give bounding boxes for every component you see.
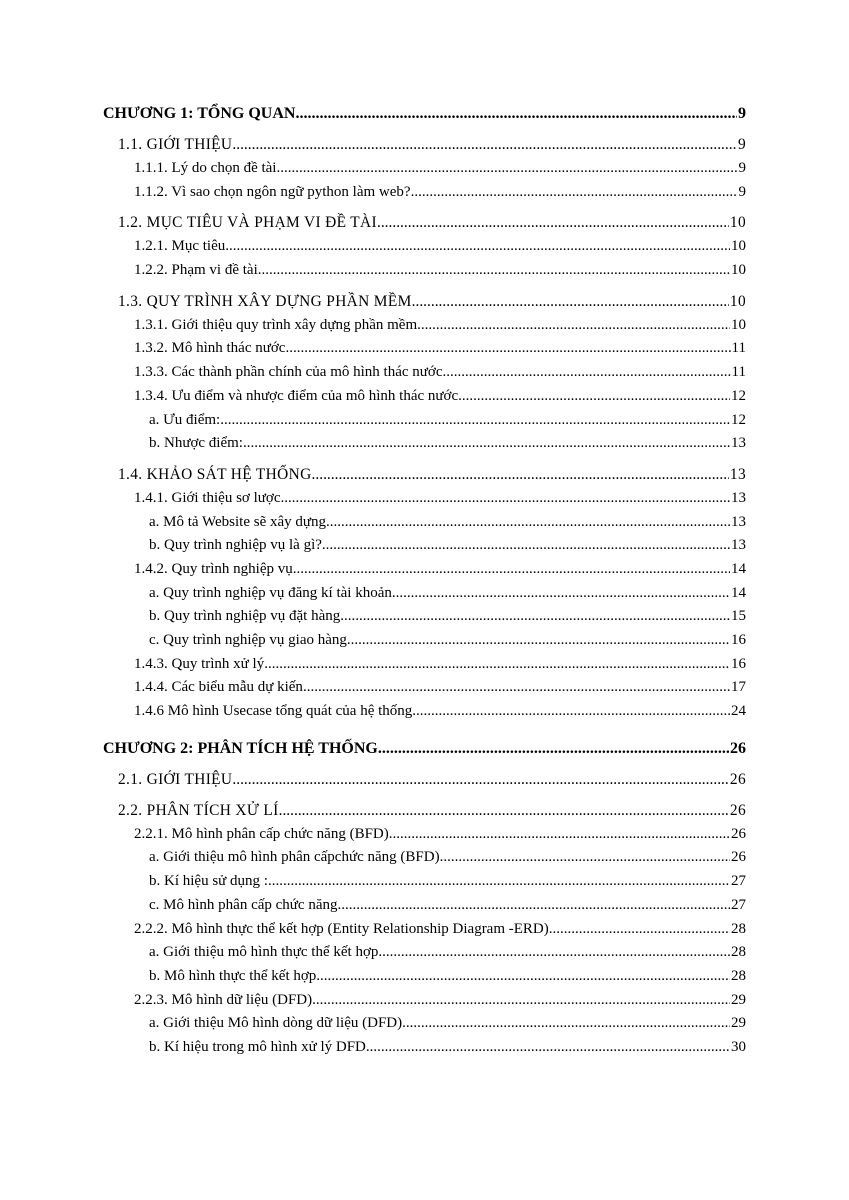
- toc-chapter-entry[interactable]: [103, 737, 746, 761]
- toc-entry[interactable]: [103, 511, 746, 535]
- toc-spacer: [103, 126, 746, 133]
- toc-entry[interactable]: [103, 211, 746, 235]
- toc-entry-title: 1.4.3. Quy trình xử lý: [134, 655, 265, 672]
- toc-entry-title: 1.2.1. Mục tiêu: [134, 238, 226, 255]
- toc-entry[interactable]: [103, 846, 746, 870]
- toc-entry-title: 1.1.1. Lý do chọn đề tài: [134, 160, 277, 176]
- toc-leader-dots: [225, 235, 730, 259]
- toc-page-number: 9: [738, 105, 746, 122]
- toc-page-number: 28: [731, 920, 746, 937]
- toc-spacer: [103, 456, 746, 463]
- toc-entry-title: 1.3.3. Các thành phần chính của mô hình thác nước: [134, 364, 443, 381]
- toc-entry-title: 1.2.2. Phạm vi đề tài: [134, 262, 258, 279]
- toc-entry[interactable]: [103, 629, 746, 653]
- toc-leader-dots: [232, 768, 729, 792]
- toc-page-number: 29: [731, 1015, 746, 1032]
- toc-page-number: 29: [731, 991, 746, 1008]
- toc-entry-title: b. Mô hình thực thể kết hợp: [149, 967, 317, 984]
- toc-entry[interactable]: [103, 870, 746, 894]
- toc-leader-dots: [402, 1012, 730, 1036]
- toc-entry-title: b. Kí hiệu sử dụng :: [149, 873, 268, 890]
- toc-leader-dots: [258, 259, 730, 283]
- toc-spacer: [103, 761, 746, 768]
- toc-page-number: 11: [731, 364, 746, 381]
- toc-leader-dots: [392, 582, 730, 606]
- toc-page-number: 12: [731, 411, 746, 428]
- toc-leader-dots: [312, 463, 729, 487]
- toc-page-number: 10: [731, 238, 746, 255]
- toc-entry-title: 2.1. GIỚI THIỆU: [118, 770, 233, 788]
- toc-page-number: 13: [729, 465, 746, 483]
- toc-leader-dots: [293, 558, 730, 582]
- toc-entry-title: c. Quy trình nghiệp vụ giao hàng: [149, 632, 347, 648]
- toc-entry-title: 1.1. GIỚI THIỆU: [118, 136, 233, 153]
- toc-entry[interactable]: [103, 361, 746, 385]
- toc-leader-dots: [276, 157, 737, 181]
- toc-page-number: 26: [731, 825, 746, 842]
- toc-page-number: 13: [731, 435, 746, 452]
- toc-entry-title: a. Quy trình nghiệp vụ đăng kí tài khoản: [149, 584, 392, 601]
- toc-entry[interactable]: [103, 385, 746, 409]
- toc-leader-dots: [322, 534, 730, 558]
- toc-entry[interactable]: [103, 653, 746, 677]
- toc-entry-title: b. Kí hiệu trong mô hình xử lý DFD: [149, 1038, 366, 1055]
- toc-entry[interactable]: [103, 605, 746, 629]
- toc-entry-title: b. Quy trình nghiệp vụ đặt hàng: [149, 608, 341, 625]
- toc-spacer: [103, 204, 746, 211]
- toc-leader-dots: [377, 211, 729, 235]
- toc-page-number: 10: [729, 214, 746, 232]
- toc-entry[interactable]: [103, 463, 746, 487]
- toc-leader-dots: [316, 965, 730, 989]
- toc-page-number: 26: [731, 849, 746, 866]
- toc-entry[interactable]: [103, 582, 746, 606]
- toc-entry-title: c. Mô hình phân cấp chức năng: [149, 896, 338, 913]
- toc-entry[interactable]: [103, 1036, 746, 1060]
- toc-leader-dots: [458, 385, 730, 409]
- toc-page-number: 14: [731, 560, 746, 577]
- toc-entry[interactable]: [103, 290, 746, 314]
- toc-entry[interactable]: [103, 534, 746, 558]
- toc-spacer: [103, 283, 746, 290]
- toc-entry-title: CHƯƠNG 2: PHÂN TÍCH HỆ THỐNG: [103, 739, 378, 757]
- toc-entry[interactable]: [103, 409, 746, 433]
- toc-page-number: 13: [731, 489, 746, 506]
- toc-page-number: 27: [731, 896, 746, 913]
- toc-leader-dots: [347, 629, 730, 653]
- toc-leader-dots: [268, 870, 730, 894]
- toc-entry-title: 2.2.1. Mô hình phân cấp chức năng (BFD): [134, 825, 389, 842]
- toc-page-number: 28: [731, 967, 746, 984]
- toc-entry-title: 2.2.2. Mô hình thực thể kết hợp (Entity Relationship Diagram -ERD): [134, 920, 549, 937]
- toc-leader-dots: [303, 676, 730, 700]
- toc-page-number: 26: [730, 739, 746, 757]
- toc-entry[interactable]: [103, 558, 746, 582]
- toc-leader-dots: [295, 102, 737, 126]
- toc-page-number: 9: [738, 160, 746, 176]
- toc-leader-dots: [440, 846, 730, 870]
- toc-entry[interactable]: [103, 676, 746, 700]
- toc-entry[interactable]: [103, 133, 746, 157]
- toc-entry[interactable]: [103, 918, 746, 942]
- toc-entry[interactable]: [103, 768, 746, 792]
- toc-leader-dots: [412, 700, 730, 724]
- toc-page-number: 16: [731, 632, 746, 648]
- toc-entry[interactable]: [103, 181, 746, 205]
- toc-page-number: 12: [731, 387, 746, 404]
- toc-page-number: 14: [731, 584, 746, 601]
- toc-entry[interactable]: [103, 487, 746, 511]
- toc-leader-dots: [326, 511, 730, 535]
- toc-entry[interactable]: [103, 799, 746, 823]
- toc-entry-title: 1.3.2. Mô hình thác nước: [134, 340, 286, 357]
- toc-entry-title: a. Giới thiệu mô hình thực thể kết hợp: [149, 944, 379, 961]
- toc-entry[interactable]: [103, 989, 746, 1013]
- toc-entry-title: 1.4.2. Quy trình nghiệp vụ: [134, 560, 293, 577]
- toc-entry[interactable]: [103, 941, 746, 965]
- toc-page-number: 10: [731, 316, 746, 333]
- toc-leader-dots: [378, 941, 730, 965]
- toc-leader-dots: [285, 337, 730, 361]
- toc-leader-dots: [411, 181, 738, 205]
- toc-entry-title: a. Giới thiệu Mô hình dòng dữ liệu (DFD): [149, 1015, 403, 1032]
- toc-page-number: 17: [731, 679, 746, 696]
- toc-entry-title: a. Ưu điểm:: [149, 411, 221, 428]
- toc-chapter-entry[interactable]: [103, 102, 746, 126]
- toc-spacer: [103, 792, 746, 799]
- toc-entry-title: 1.4. KHẢO SÁT HỆ THỐNG: [118, 465, 312, 483]
- toc-entry[interactable]: [103, 314, 746, 338]
- toc-page-number: 28: [731, 944, 746, 961]
- toc-leader-dots: [366, 1036, 730, 1060]
- toc-leader-dots: [243, 432, 730, 456]
- toc-entry[interactable]: [103, 894, 746, 918]
- toc-page-number: 13: [731, 537, 746, 554]
- toc-leader-dots: [220, 409, 730, 433]
- toc-page-number: 9: [737, 136, 746, 153]
- toc-leader-dots: [232, 133, 737, 157]
- toc-leader-dots: [338, 894, 731, 918]
- toc-entry-title: a. Giới thiệu mô hình phân cấpchức năng (BFD): [149, 849, 440, 866]
- toc-entry[interactable]: [103, 965, 746, 989]
- toc-leader-dots: [378, 737, 729, 761]
- toc-entry-title: 1.1.2. Vì sao chọn ngôn ngữ python làm web?: [134, 183, 411, 200]
- toc-entry[interactable]: [103, 235, 746, 259]
- toc-entry-title: 1.2. MỤC TIÊU VÀ PHẠM VI ĐỀ TÀI: [118, 214, 377, 232]
- toc-entry-title: 1.4.4. Các biểu mẫu dự kiến: [134, 679, 303, 696]
- toc-leader-dots: [264, 653, 730, 677]
- toc-entry-title: 1.4.1. Giới thiệu sơ lược: [134, 489, 281, 506]
- toc-page-number: 11: [731, 340, 746, 357]
- toc-entry[interactable]: [103, 700, 746, 724]
- toc-leader-dots: [312, 989, 730, 1013]
- toc-page-number: 16: [731, 655, 746, 672]
- toc-leader-dots: [549, 918, 730, 942]
- toc-spacer: [103, 724, 746, 737]
- toc-leader-dots: [281, 487, 731, 511]
- toc-entry-title: 1.4.6 Mô hình Usecase tổng quát của hệ thống: [134, 703, 413, 720]
- toc-entry-title: 1.3.1. Giới thiệu quy trình xây dựng phần mềm: [134, 316, 418, 333]
- toc-page-number: 24: [731, 703, 746, 720]
- toc-entry-title: 1.3.4. Ưu điểm và nhược điểm của mô hình thác nước: [134, 387, 459, 404]
- toc-entry-title: 2.2.3. Mô hình dữ liệu (DFD): [134, 991, 313, 1008]
- toc-entry[interactable]: [103, 432, 746, 456]
- toc-page-number: 9: [738, 183, 746, 200]
- toc-entry-title: 1.3. QUY TRÌNH XÂY DỰNG PHẦN MỀM: [118, 292, 412, 310]
- toc-entry[interactable]: [103, 1012, 746, 1036]
- toc-leader-dots: [279, 799, 729, 823]
- table-of-contents: [103, 102, 746, 1060]
- toc-page-number: 15: [731, 608, 746, 625]
- toc-leader-dots: [417, 314, 730, 338]
- toc-leader-dots: [442, 361, 730, 385]
- toc-entry-title: CHƯƠNG 1: TỔNG QUAN: [103, 105, 296, 122]
- toc-page-number: 30: [731, 1038, 746, 1055]
- toc-entry[interactable]: [103, 259, 746, 283]
- toc-leader-dots: [389, 823, 730, 847]
- toc-leader-dots: [412, 290, 729, 314]
- toc-entry-title: b. Quy trình nghiệp vụ là gì?: [149, 537, 322, 554]
- toc-page-number: 13: [731, 513, 746, 530]
- toc-entry[interactable]: [103, 157, 746, 181]
- toc-entry-title: b. Nhược điểm:: [149, 435, 243, 452]
- toc-page-number: 26: [729, 801, 746, 819]
- toc-entry[interactable]: [103, 823, 746, 847]
- toc-page-number: 10: [731, 262, 746, 279]
- toc-entry[interactable]: [103, 337, 746, 361]
- toc-page-number: 27: [731, 873, 746, 890]
- toc-leader-dots: [340, 605, 730, 629]
- toc-entry-title: a. Mô tả Website sẽ xây dựng: [149, 513, 327, 530]
- toc-entry-title: 2.2. PHÂN TÍCH XỬ LÍ: [118, 801, 279, 819]
- toc-page-number: 26: [729, 770, 746, 788]
- toc-page-number: 10: [729, 292, 746, 310]
